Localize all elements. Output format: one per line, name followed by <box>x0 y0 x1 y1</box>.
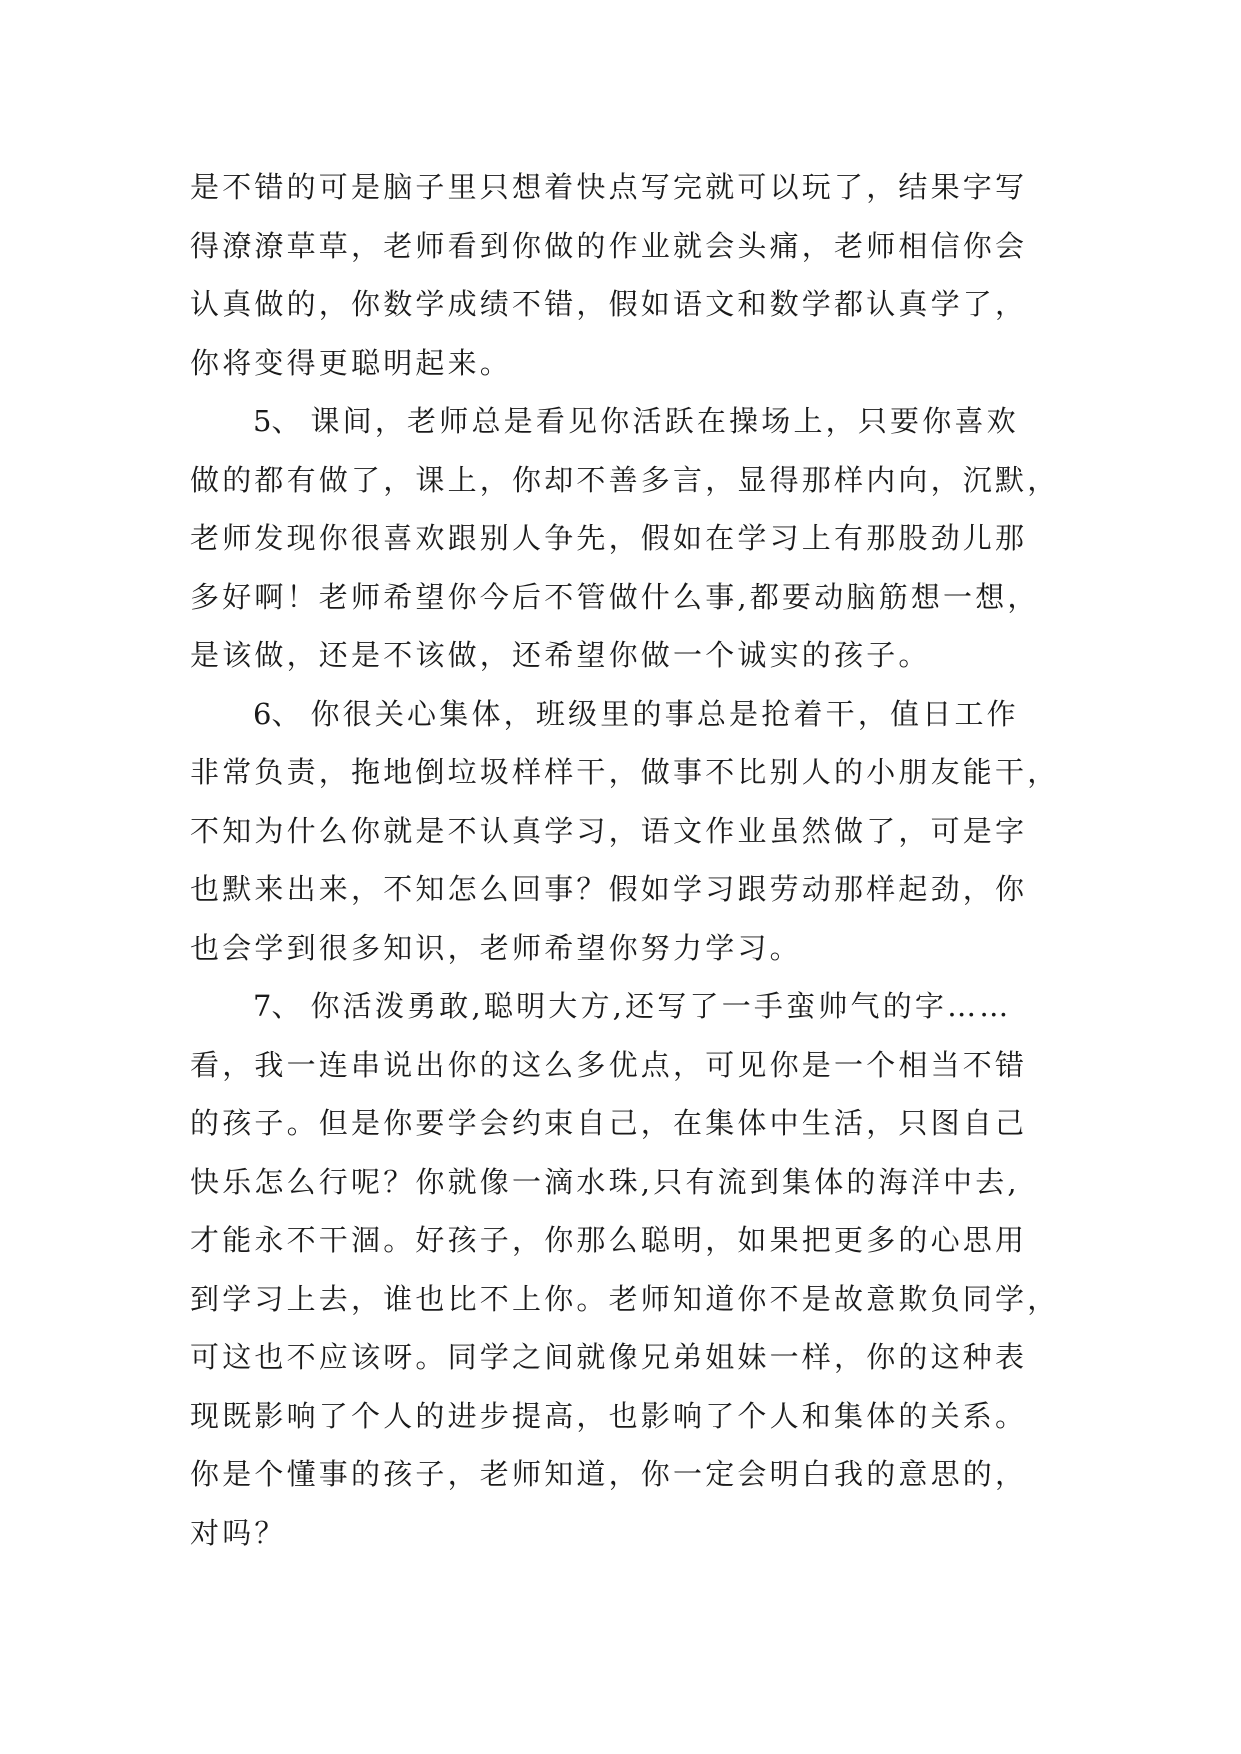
text-line: 快乐怎么行呢？你就像一滴水珠,只有流到集体的海洋中去, <box>190 1164 1020 1199</box>
text-line-content: 课间，老师总是看见你活跃在操场上，只要你喜欢 <box>310 404 1019 438</box>
text-line: 认真做的，你数学成绩不错，假如语文和数学都认真学了， <box>190 287 1028 321</box>
text-line: 也默来出来，不知怎么回事？假如学习跟劳动那样起劲，你 <box>190 872 1028 906</box>
paragraph-6 <box>190 685 1070 978</box>
text-line-first <box>190 392 1070 451</box>
text-line: 是该做，还是不该做，还希望你做一个诚实的孩子。 <box>190 638 931 672</box>
text-line: 也会学到很多知识，老师希望你努力学习。 <box>190 930 802 965</box>
paragraph-number: 7、 <box>253 989 301 1023</box>
text-line-content: 你活泼勇敢,聪明大方,还写了一手蛮帅气的字…… <box>310 989 1012 1023</box>
text-line-first <box>190 977 1070 1036</box>
text-line: 非常负责，拖地倒垃圾样样干，做事不比别人的小朋友能干， <box>190 755 1060 789</box>
document-body <box>190 158 1070 1562</box>
text-line: 对吗？ <box>190 1515 287 1550</box>
text-line: 可这也不应该呀。同学之间就像兄弟姐妹一样，你的这种表 <box>190 1340 1028 1374</box>
text-line: 是不错的可是脑子里只想着快点写完就可以玩了，结果字写 <box>190 170 1028 204</box>
text-line: 老师发现你很喜欢跟别人争先，假如在学习上有那股劲儿那 <box>190 521 1028 555</box>
text-line: 才能永不干涸。好孩子，你那么聪明，如果把更多的心思用 <box>190 1223 1028 1257</box>
paragraph-number: 6、 <box>253 696 301 731</box>
paragraph-number: 5、 <box>253 404 301 438</box>
text-line: 得潦潦草草，老师看到你做的作业就会头痛，老师相信你会 <box>190 228 1028 263</box>
text-line: 做的都有做了，课上，你却不善多言，显得那样内向，沉默， <box>190 462 1060 497</box>
text-line: 现既影响了个人的进步提高，也影响了个人和集体的关系。 <box>190 1398 1028 1433</box>
text-line: 不知为什么你就是不认真学习，语文作业虽然做了，可是字 <box>190 813 1028 848</box>
text-line: 你是个懂事的孩子，老师知道，你一定会明白我的意思的， <box>190 1457 1028 1491</box>
paragraph-5 <box>190 392 1070 685</box>
text-line: 的孩子。但是你要学会约束自己，在集体中生活，只图自己 <box>190 1106 1028 1140</box>
text-line-content: 你很关心集体，班级里的事总是抢着干，值日工作 <box>310 696 1019 731</box>
paragraph-continuation <box>190 158 1070 392</box>
paragraph-7 <box>190 977 1070 1562</box>
text-line: 多好啊！老师希望你今后不管做什么事,都要动脑筋想一想， <box>190 579 1040 614</box>
text-line: 看，我一连串说出你的这么多优点，可见你是一个相当不错 <box>190 1047 1028 1082</box>
text-line: 到学习上去，谁也比不上你。老师知道你不是故意欺负同学， <box>190 1281 1060 1316</box>
text-line-first <box>190 685 1070 744</box>
text-line: 你将变得更聪明起来。 <box>190 345 513 380</box>
